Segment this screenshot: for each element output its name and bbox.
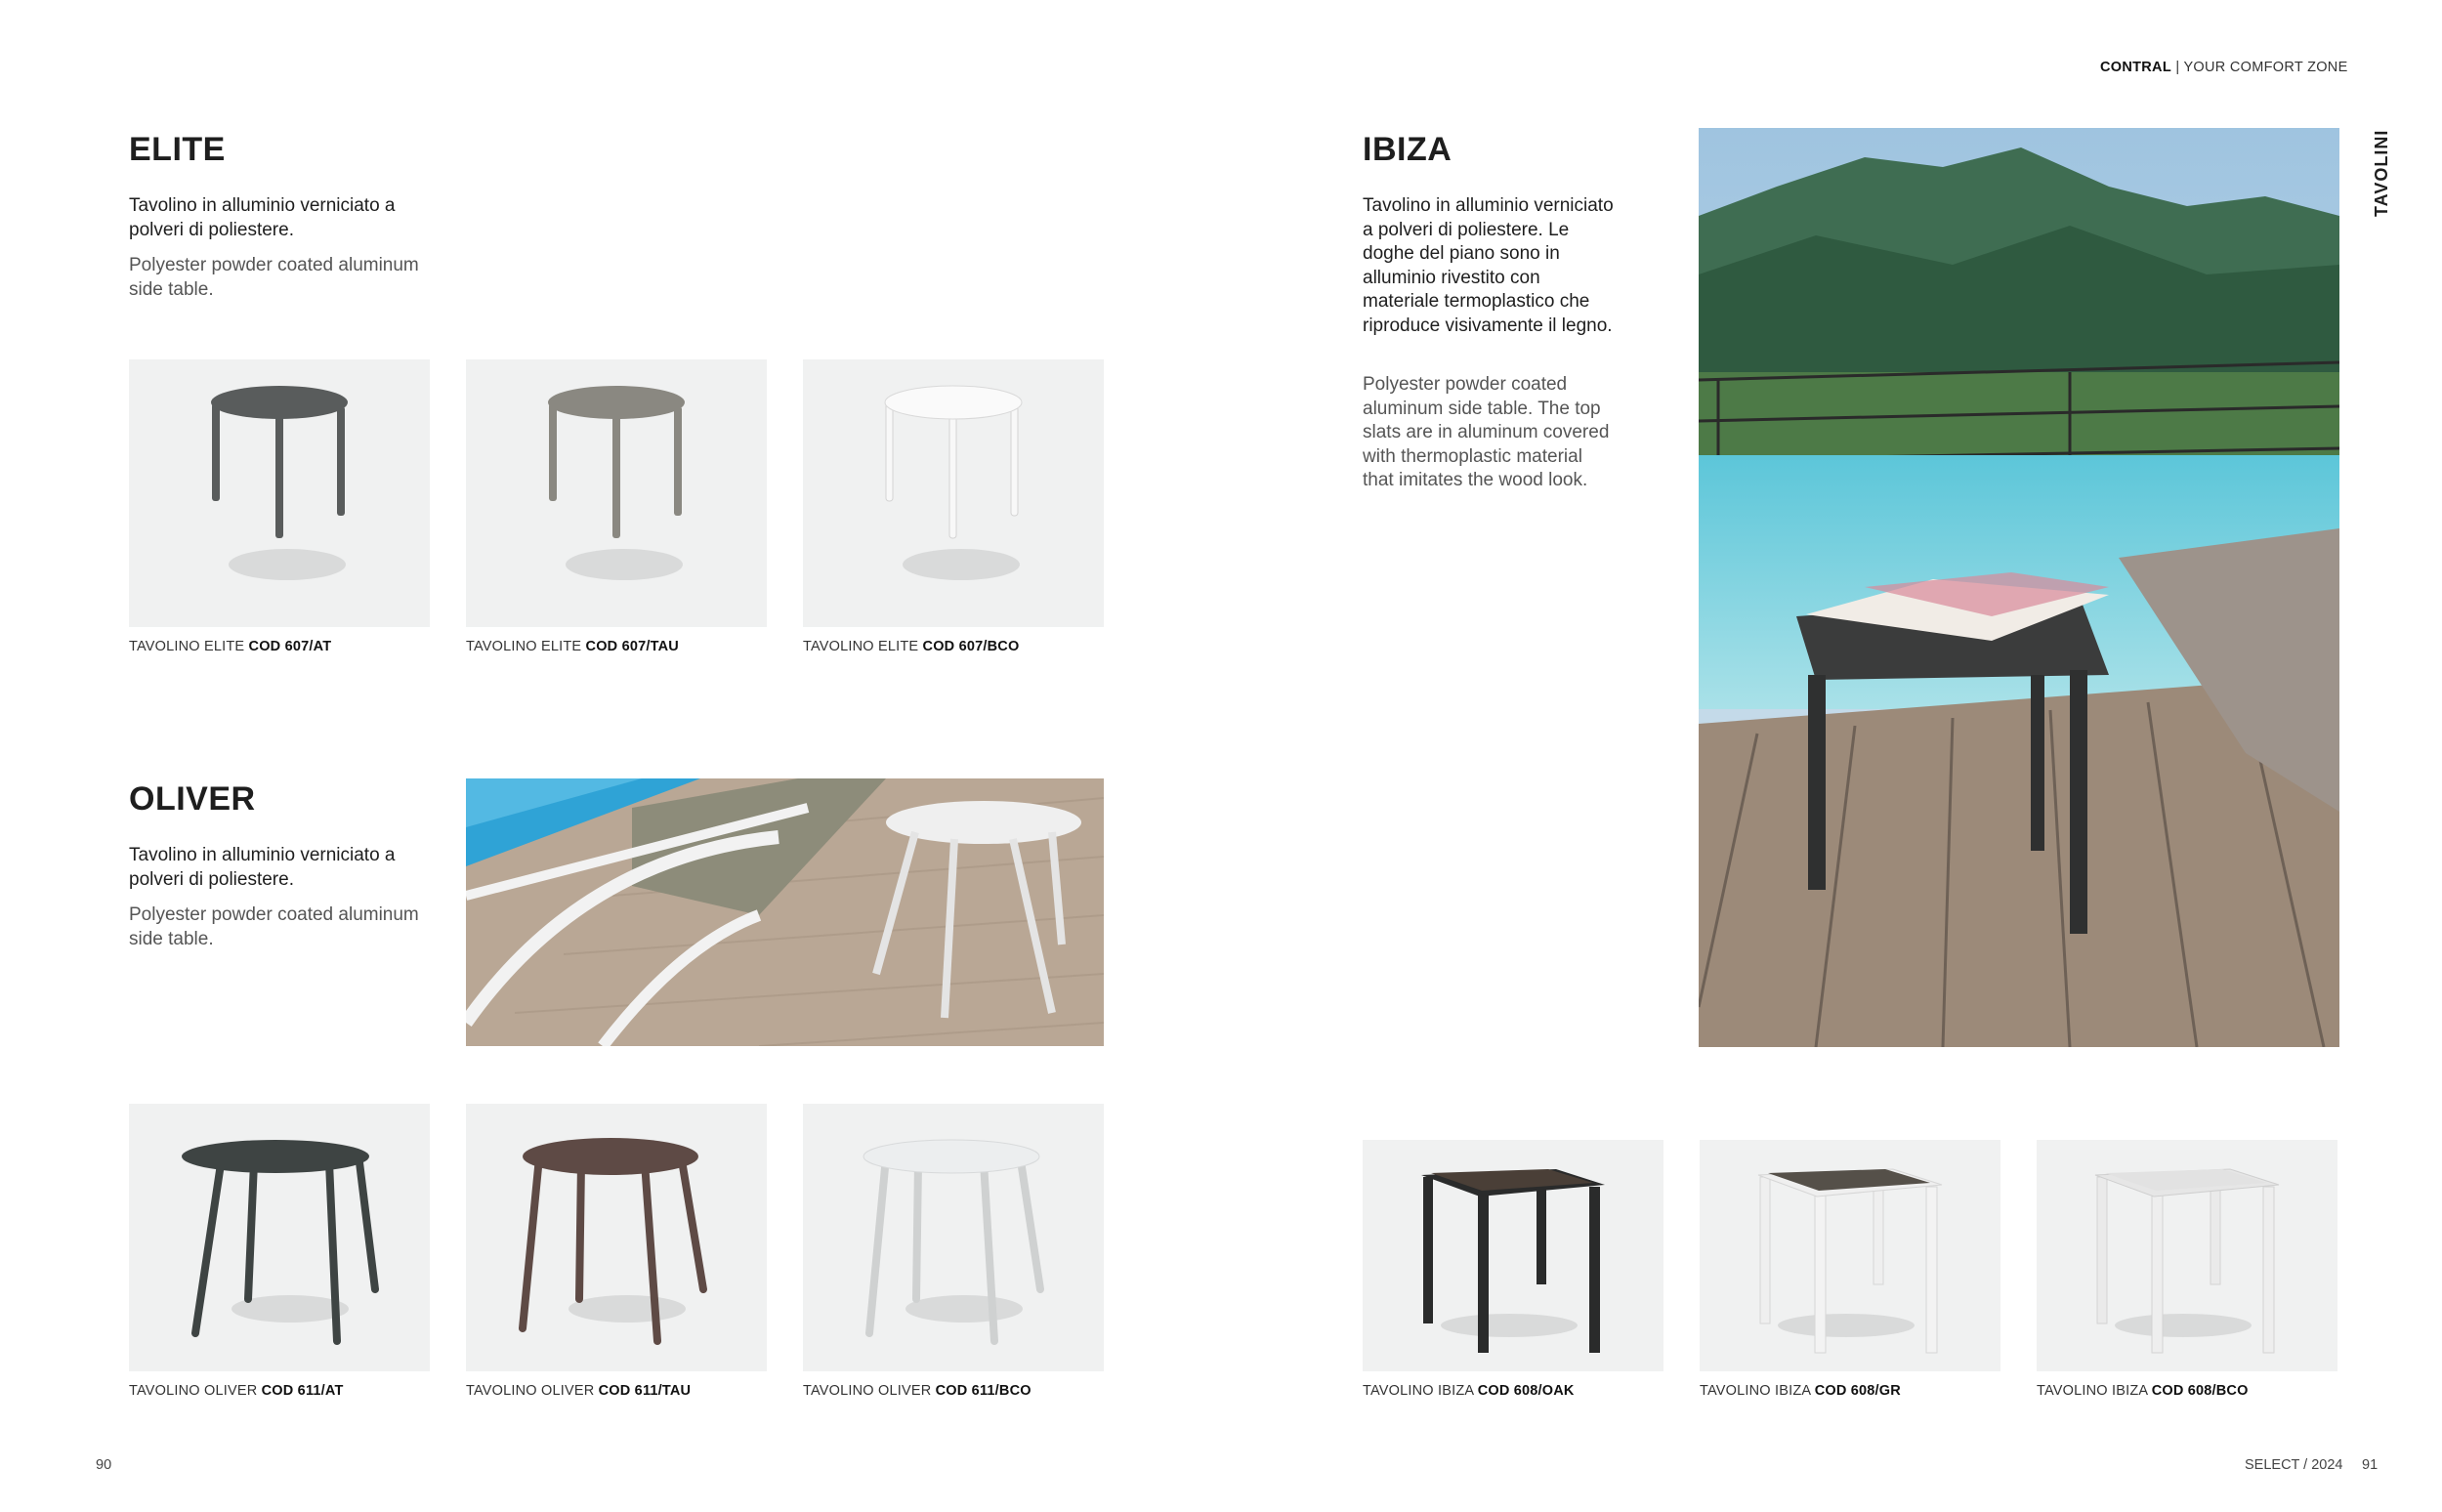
- elite-bco-image: [803, 359, 1104, 627]
- brand-header: [2100, 60, 2348, 75]
- ibiza-oak-image: [1363, 1140, 1663, 1371]
- left-page-number: 90: [96, 1457, 112, 1473]
- elite-at-caption: TAVOLINO ELITE COD 607/AT: [129, 639, 332, 654]
- brand-tagline: YOUR COMFORT ZONE: [2183, 60, 2348, 75]
- right-page-number: 91: [2362, 1457, 2379, 1473]
- section-tab: TAVOLINI: [2372, 129, 2391, 217]
- ibiza-desc-it: Tavolino in alluminio verniciato a polveri di poliestere. Le doghe del piano sono in alluminio rivestito con materiale termoplastico che riproduce visivamente il legno.: [1363, 195, 1614, 336]
- header-separator: |: [2170, 60, 2184, 75]
- oliver-desc-it: Tavolino in alluminio verniciato a polveri di poliestere.: [129, 845, 396, 890]
- ibiza-bco-image: [2037, 1140, 2337, 1371]
- edition-label: SELECT / 2024: [2245, 1457, 2343, 1473]
- oliver-bco-image: [803, 1104, 1104, 1371]
- brand-name: CONTRAL: [2100, 60, 2171, 75]
- ibiza-oak-caption: TAVOLINO IBIZA COD 608/OAK: [1363, 1383, 1575, 1399]
- elite-title: ELITE: [129, 131, 226, 168]
- oliver-tau-image: [466, 1104, 767, 1371]
- elite-tau-image: [466, 359, 767, 627]
- elite-desc-it: Tavolino in alluminio verniciato a polveri di poliestere.: [129, 195, 396, 240]
- elite-at-image: [129, 359, 430, 627]
- ibiza-gr-caption: TAVOLINO IBIZA COD 608/GR: [1700, 1383, 1901, 1399]
- ibiza-bco-caption: TAVOLINO IBIZA COD 608/BCO: [2037, 1383, 2249, 1399]
- oliver-lifestyle-photo: [466, 778, 1104, 1046]
- oliver-bco-caption: TAVOLINO OLIVER COD 611/BCO: [803, 1383, 1032, 1399]
- oliver-title: OLIVER: [129, 780, 256, 818]
- oliver-at-image: [129, 1104, 430, 1371]
- oliver-tau-caption: TAVOLINO OLIVER COD 611/TAU: [466, 1383, 692, 1399]
- ibiza-lifestyle-photo: [1699, 128, 2339, 1047]
- oliver-at-caption: TAVOLINO OLIVER COD 611/AT: [129, 1383, 344, 1399]
- ibiza-desc-en: Polyester powder coated aluminum side table. The top slats are in aluminum covered with thermoplastic material that imitates the wood look.: [1363, 374, 1610, 490]
- elite-bco-caption: TAVOLINO ELITE COD 607/BCO: [803, 639, 1020, 654]
- elite-desc-en: Polyester powder coated aluminum side table.: [129, 255, 419, 300]
- ibiza-gr-image: [1700, 1140, 2000, 1371]
- elite-tau-caption: TAVOLINO ELITE COD 607/TAU: [466, 639, 679, 654]
- oliver-desc-en: Polyester powder coated aluminum side table.: [129, 904, 419, 949]
- ibiza-title: IBIZA: [1363, 131, 1453, 168]
